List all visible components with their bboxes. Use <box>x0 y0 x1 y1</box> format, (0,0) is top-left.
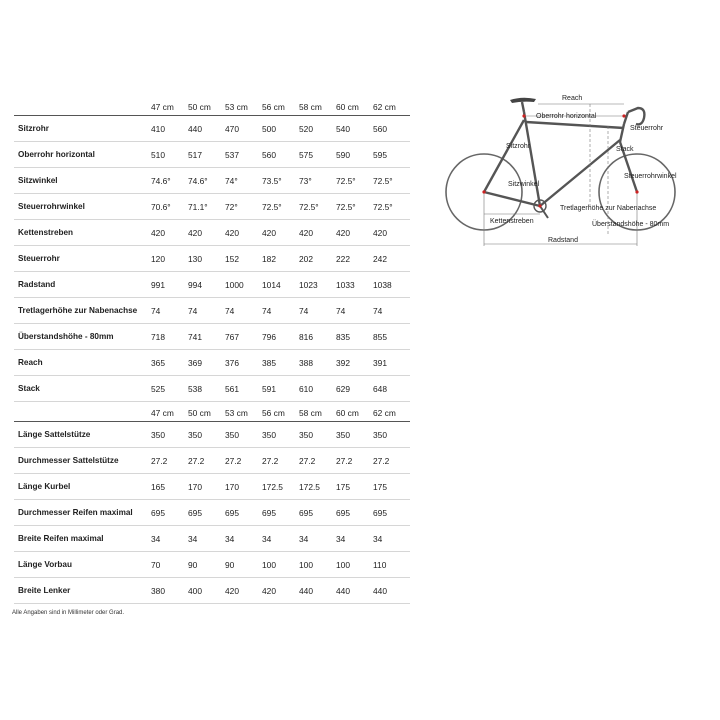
table-cell: 420 <box>262 220 299 246</box>
table-cell: 695 <box>299 500 336 526</box>
table-cell: 517 <box>188 142 225 168</box>
table-row <box>14 298 410 324</box>
table-cell: 440 <box>373 578 410 604</box>
table-cell: 74.6° <box>151 168 188 194</box>
table-cell: 994 <box>188 272 225 298</box>
table-cell: 440 <box>336 578 373 604</box>
label-ueberstand: Überstandshöhe - 80mm <box>592 221 670 228</box>
table-cell: 440 <box>188 116 225 142</box>
size-header: 60 cm <box>336 102 359 112</box>
table-row <box>14 552 410 578</box>
table-cell: 420 <box>299 220 336 246</box>
size-header: 62 cm <box>373 408 396 418</box>
table-cell: 74 <box>188 298 225 324</box>
table-cell: 172.5 <box>299 474 336 500</box>
table-cell: 500 <box>262 116 299 142</box>
table-cell: 575 <box>299 142 336 168</box>
table-cell: 34 <box>188 526 225 552</box>
table-cell: 420 <box>225 578 262 604</box>
table-cell: 695 <box>336 500 373 526</box>
table-row <box>14 246 410 272</box>
table-cell: 1038 <box>373 272 410 298</box>
size-header: 56 cm <box>262 102 285 112</box>
table-cell: 74 <box>336 298 373 324</box>
table-row <box>14 350 410 376</box>
table-cell: 420 <box>151 220 188 246</box>
table-cell: 561 <box>225 376 262 402</box>
table-cell: 27.2 <box>299 448 336 474</box>
table-cell: 34 <box>373 526 410 552</box>
table-cell: 695 <box>225 500 262 526</box>
table-cell: 27.2 <box>225 448 262 474</box>
table-row <box>14 376 410 402</box>
table-cell: 440 <box>299 578 336 604</box>
row-label: Steuerrohr <box>14 246 151 272</box>
table-cell: 100 <box>336 552 373 578</box>
table-row <box>14 526 410 552</box>
table-cell: 27.2 <box>336 448 373 474</box>
table-cell: 365 <box>151 350 188 376</box>
table-cell: 242 <box>373 246 410 272</box>
size-header-row <box>14 404 410 422</box>
table-cell: 350 <box>188 422 225 448</box>
table-cell: 350 <box>299 422 336 448</box>
table-cell: 591 <box>262 376 299 402</box>
row-label: Kettenstreben <box>14 220 151 246</box>
table-cell: 27.2 <box>188 448 225 474</box>
table-cell: 1000 <box>225 272 262 298</box>
table-cell: 590 <box>336 142 373 168</box>
size-header-row <box>14 98 410 116</box>
table-cell: 72.5° <box>262 194 299 220</box>
table-cell: 34 <box>262 526 299 552</box>
table-cell: 380 <box>151 578 188 604</box>
table-cell: 27.2 <box>151 448 188 474</box>
row-label: Breite Reifen maximal <box>14 526 151 552</box>
table-cell: 695 <box>262 500 299 526</box>
table-cell: 1014 <box>262 272 299 298</box>
table-cell: 120 <box>151 246 188 272</box>
table-cell: 90 <box>188 552 225 578</box>
table-cell: 202 <box>299 246 336 272</box>
table-cell: 537 <box>225 142 262 168</box>
label-steuerrohr: Steuerrohr <box>630 125 664 132</box>
table-row <box>14 448 410 474</box>
table-cell: 538 <box>188 376 225 402</box>
table-row <box>14 194 410 220</box>
table-cell: 73° <box>299 168 336 194</box>
table-cell: 130 <box>188 246 225 272</box>
table-cell: 648 <box>373 376 410 402</box>
label-oberrohr: Oberrohr horizontal <box>536 113 597 120</box>
table-cell: 420 <box>336 220 373 246</box>
label-kettenstreben: Kettenstreben <box>490 218 534 225</box>
table-cell: 695 <box>188 500 225 526</box>
components-table <box>14 404 410 604</box>
size-header: 58 cm <box>299 408 322 418</box>
table-cell: 34 <box>299 526 336 552</box>
table-cell: 350 <box>373 422 410 448</box>
table-row <box>14 142 410 168</box>
table-cell: 350 <box>262 422 299 448</box>
table-cell: 165 <box>151 474 188 500</box>
table-cell: 350 <box>151 422 188 448</box>
table-cell: 391 <box>373 350 410 376</box>
table-cell: 388 <box>299 350 336 376</box>
table-cell: 72.5° <box>373 168 410 194</box>
table-row <box>14 500 410 526</box>
row-label: Durchmesser Sattelstütze <box>14 448 151 474</box>
size-header: 53 cm <box>225 408 248 418</box>
table-cell: 170 <box>225 474 262 500</box>
table-cell: 72° <box>225 194 262 220</box>
table-cell: 70 <box>151 552 188 578</box>
table-cell: 182 <box>262 246 299 272</box>
table-cell: 991 <box>151 272 188 298</box>
row-label: Reach <box>14 350 151 376</box>
table-cell: 520 <box>299 116 336 142</box>
table-cell: 855 <box>373 324 410 350</box>
table-row <box>14 220 410 246</box>
table-cell: 74° <box>225 168 262 194</box>
table-row <box>14 168 410 194</box>
label-tretlager: Tretlagerhöhe zur Nabenachse <box>560 205 657 212</box>
table-cell: 90 <box>225 552 262 578</box>
table-cell: 72.5° <box>336 194 373 220</box>
label-steuerrohrwinkel: Steuerrohrwinkel <box>624 173 677 180</box>
size-header: 56 cm <box>262 408 285 418</box>
table-cell: 560 <box>262 142 299 168</box>
table-row <box>14 116 410 142</box>
table-row <box>14 422 410 448</box>
row-label: Breite Lenker <box>14 578 151 604</box>
table-cell: 74 <box>151 298 188 324</box>
footnote: Alle Angaben sind in Millimeter oder Grad. <box>12 610 125 616</box>
size-header: 58 cm <box>299 102 322 112</box>
table-cell: 560 <box>373 116 410 142</box>
row-label: Oberrohr horizontal <box>14 142 151 168</box>
table-row <box>14 272 410 298</box>
table-cell: 27.2 <box>373 448 410 474</box>
table-cell: 152 <box>225 246 262 272</box>
table-cell: 34 <box>336 526 373 552</box>
row-label: Stack <box>14 376 151 402</box>
row-label: Überstandshöhe - 80mm <box>14 324 151 350</box>
size-header: 50 cm <box>188 102 211 112</box>
row-label: Länge Vorbau <box>14 552 151 578</box>
header-blank <box>14 98 151 116</box>
table-cell: 100 <box>299 552 336 578</box>
table-cell: 74 <box>225 298 262 324</box>
table-cell: 74 <box>373 298 410 324</box>
table-cell: 110 <box>373 552 410 578</box>
table-cell: 816 <box>299 324 336 350</box>
table-cell: 71.1° <box>188 194 225 220</box>
label-reach: Reach <box>562 95 583 102</box>
geometry-table <box>14 98 410 402</box>
table-cell: 420 <box>188 220 225 246</box>
table-cell: 470 <box>225 116 262 142</box>
row-label: Sitzwinkel <box>14 168 151 194</box>
table-cell: 420 <box>373 220 410 246</box>
row-label: Länge Sattelstütze <box>14 422 151 448</box>
table-cell: 741 <box>188 324 225 350</box>
table-cell: 540 <box>336 116 373 142</box>
table-cell: 510 <box>151 142 188 168</box>
table-cell: 100 <box>262 552 299 578</box>
table-cell: 170 <box>188 474 225 500</box>
row-label: Steuerrohrwinkel <box>14 194 151 220</box>
size-header: 50 cm <box>188 408 211 418</box>
table-row <box>14 474 410 500</box>
table-cell: 350 <box>225 422 262 448</box>
label-sitzrohr: Sitzrohr <box>506 143 531 150</box>
table-cell: 695 <box>373 500 410 526</box>
table-cell: 27.2 <box>262 448 299 474</box>
row-label: Sitzrohr <box>14 116 151 142</box>
table-cell: 525 <box>151 376 188 402</box>
table-cell: 1023 <box>299 272 336 298</box>
table-cell: 172.5 <box>262 474 299 500</box>
table-cell: 400 <box>188 578 225 604</box>
table-cell: 410 <box>151 116 188 142</box>
table-cell: 72.5° <box>299 194 336 220</box>
table-cell: 695 <box>151 500 188 526</box>
table-cell: 1033 <box>336 272 373 298</box>
row-label: Länge Kurbel <box>14 474 151 500</box>
label-radstand: Radstand <box>548 237 578 244</box>
table-cell: 420 <box>225 220 262 246</box>
size-header: 47 cm <box>151 408 174 418</box>
size-header: 47 cm <box>151 102 174 112</box>
table-cell: 70.6° <box>151 194 188 220</box>
table-cell: 74 <box>299 298 336 324</box>
table-cell: 610 <box>299 376 336 402</box>
size-header: 53 cm <box>225 102 248 112</box>
size-header: 60 cm <box>336 408 359 418</box>
table-cell: 392 <box>336 350 373 376</box>
label-sitzwinkel: Sitzwinkel <box>508 181 540 188</box>
row-label: Tretlagerhöhe zur Nabenachse <box>14 298 151 324</box>
bike-geometry-diagram <box>440 86 712 256</box>
table-cell: 72.5° <box>373 194 410 220</box>
table-row <box>14 324 410 350</box>
table-row <box>14 578 410 604</box>
table-cell: 595 <box>373 142 410 168</box>
size-header: 62 cm <box>373 102 396 112</box>
table-cell: 796 <box>262 324 299 350</box>
table-cell: 835 <box>336 324 373 350</box>
table-cell: 175 <box>336 474 373 500</box>
table-cell: 34 <box>151 526 188 552</box>
table-cell: 74.6° <box>188 168 225 194</box>
table-cell: 34 <box>225 526 262 552</box>
table-cell: 72.5° <box>336 168 373 194</box>
table-cell: 74 <box>262 298 299 324</box>
table-cell: 385 <box>262 350 299 376</box>
table-cell: 369 <box>188 350 225 376</box>
table-cell: 73.5° <box>262 168 299 194</box>
table-cell: 376 <box>225 350 262 376</box>
table-cell: 767 <box>225 324 262 350</box>
table-cell: 350 <box>336 422 373 448</box>
table-cell: 420 <box>262 578 299 604</box>
table-cell: 222 <box>336 246 373 272</box>
label-stack: Stack <box>616 146 634 153</box>
row-label: Radstand <box>14 272 151 298</box>
row-label: Durchmesser Reifen maximal <box>14 500 151 526</box>
table-cell: 629 <box>336 376 373 402</box>
table-cell: 175 <box>373 474 410 500</box>
table-cell: 718 <box>151 324 188 350</box>
header-blank <box>14 404 151 422</box>
